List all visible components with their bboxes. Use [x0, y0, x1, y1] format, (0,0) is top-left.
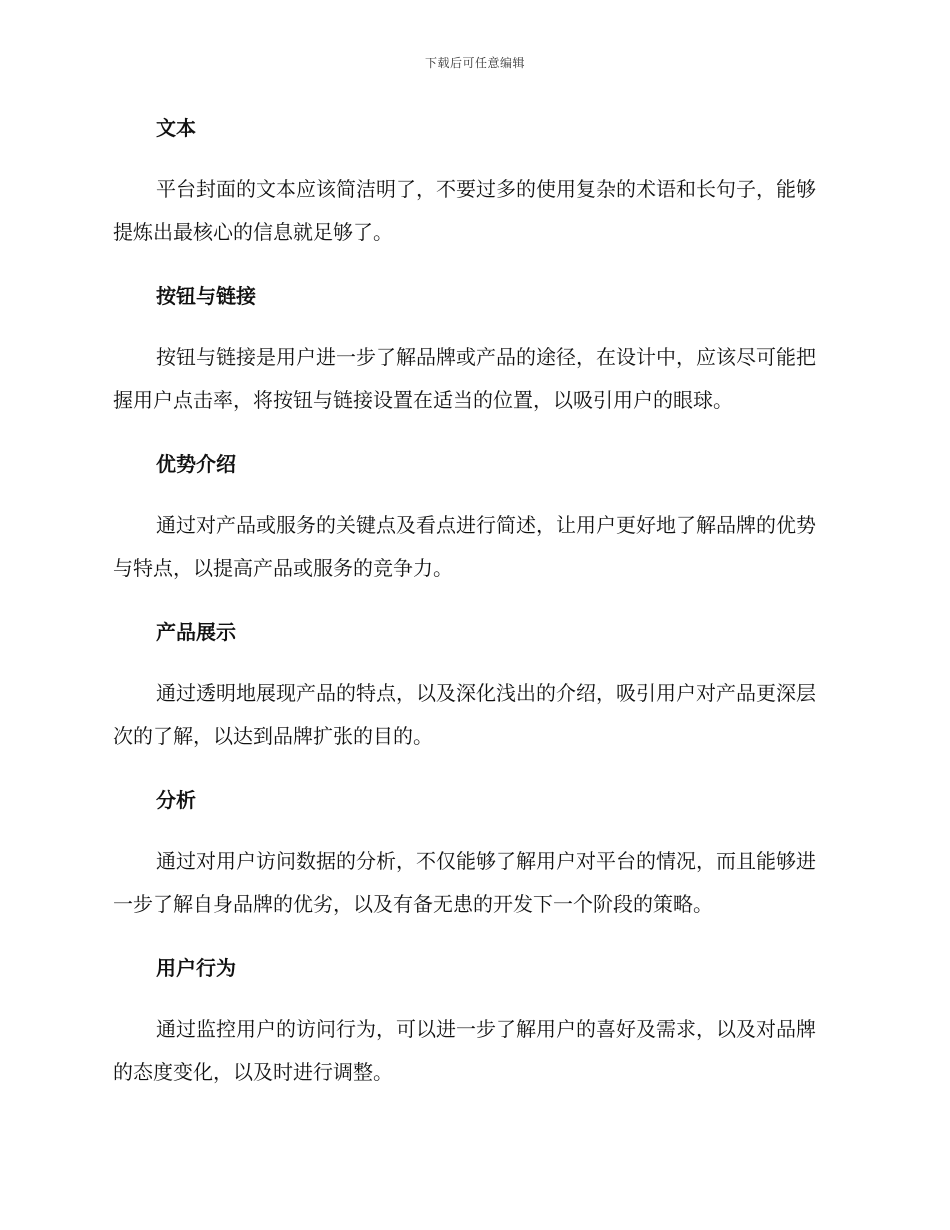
- section-product-display: [113, 614, 833, 758]
- section-body: 通过透明地展现产品的特点，以及深化浅出的介绍，吸引用户对产品更深层次的了解，以达到品牌扩张的目的。: [113, 681, 816, 748]
- section-advantages: [113, 446, 833, 590]
- section-heading: 文本: [156, 116, 196, 140]
- section-body: 平台封面的文本应该简洁明了，不要过多的使用复杂的术语和长句子，能够提炼出最核心的信息就足够了。: [113, 177, 816, 244]
- section-text: [113, 110, 833, 254]
- section-user-behavior: [113, 950, 833, 1094]
- section-body: 通过监控用户的访问行为，可以进一步了解用户的喜好及需求，以及对品牌的态度变化，以及时进行调整。: [113, 1017, 816, 1084]
- document-content: [113, 110, 833, 1118]
- section-body: 按钮与链接是用户进一步了解品牌或产品的途径，在设计中，应该尽可能把握用户点击率，将按钮与链接设置在适当的位置，以吸引用户的眼球。: [113, 345, 816, 412]
- section-heading: 优势介绍: [156, 452, 236, 476]
- section-heading: 用户行为: [156, 956, 236, 980]
- section-body: 通过对用户访问数据的分析，不仅能够了解用户对平台的情况，而且能够进一步了解自身品牌的优劣，以及有备无患的开发下一个阶段的策略。: [113, 849, 816, 916]
- section-body: 通过对产品或服务的关键点及看点进行简述，让用户更好地了解品牌的优势与特点，以提高产品或服务的竞争力。: [113, 513, 816, 580]
- section-heading: 按钮与链接: [156, 284, 256, 308]
- section-analysis: [113, 782, 833, 926]
- header-note: 下载后可任意编辑: [424, 56, 525, 70]
- section-buttons-links: [113, 278, 833, 422]
- section-heading: 分析: [156, 788, 196, 812]
- section-heading: 产品展示: [156, 620, 236, 644]
